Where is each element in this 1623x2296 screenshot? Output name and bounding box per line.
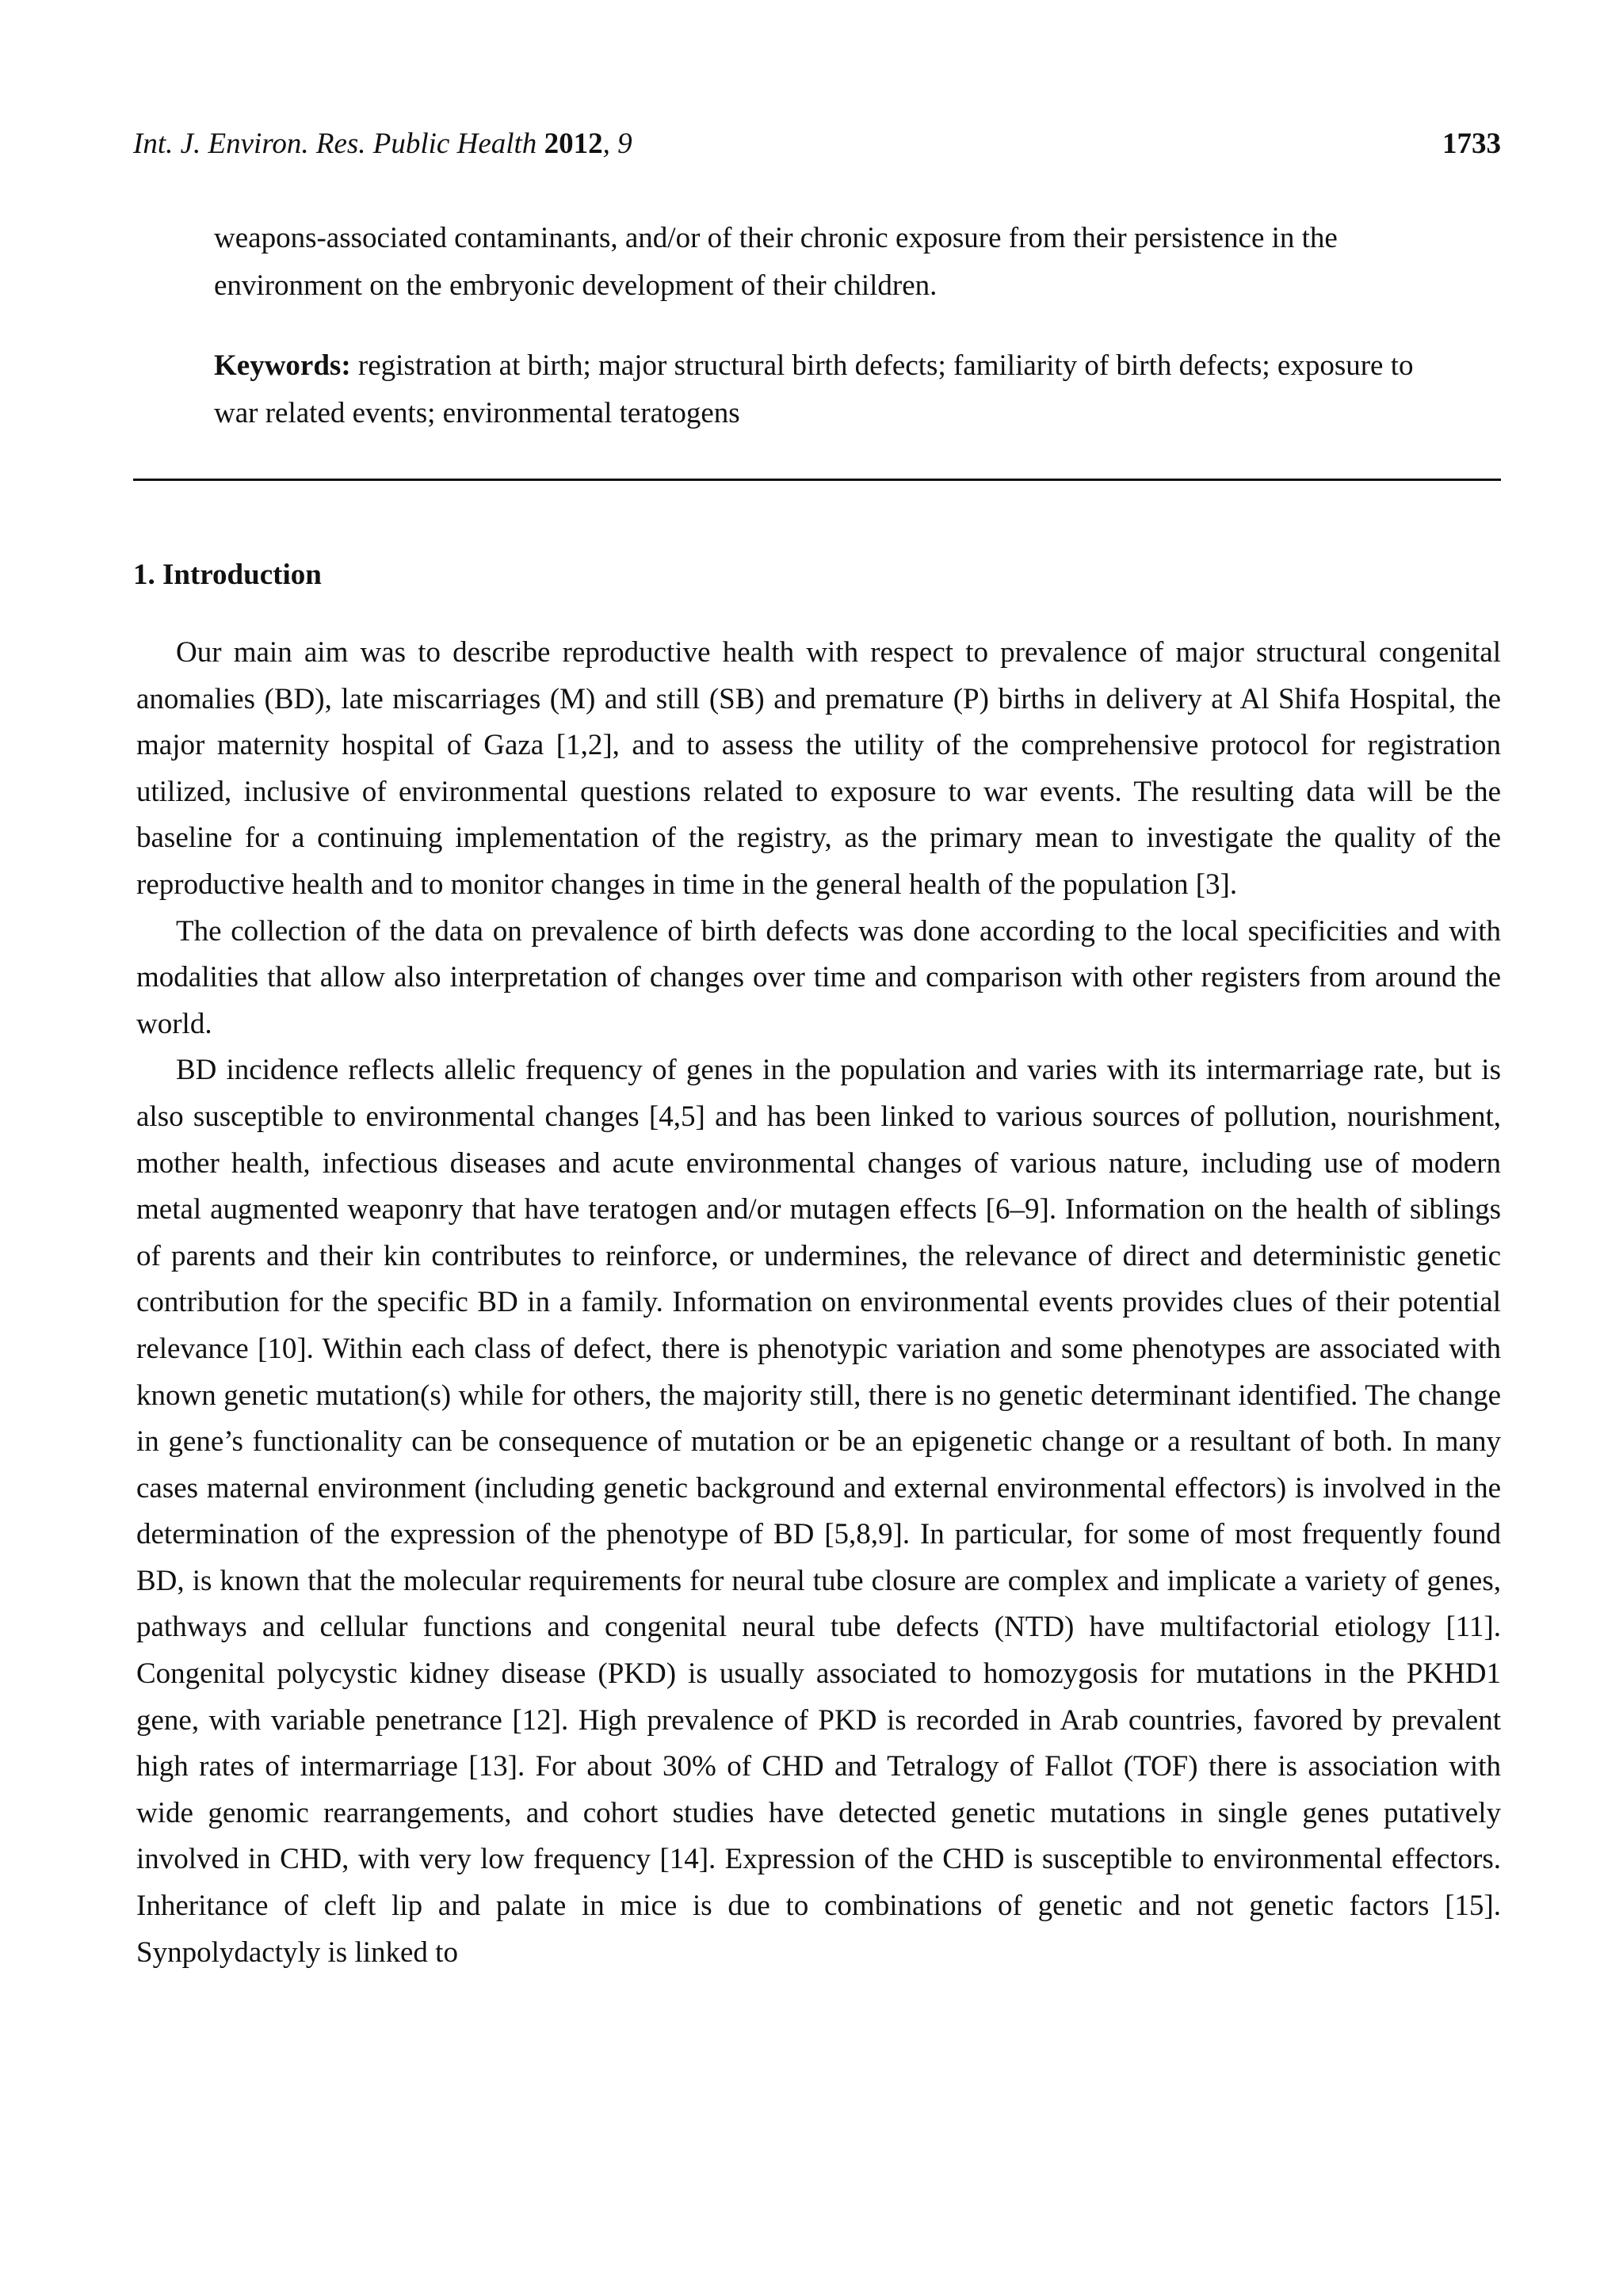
- citation-separator: ,: [602, 128, 610, 160]
- journal-citation: [133, 125, 632, 163]
- body-text: [136, 630, 1501, 1976]
- keywords-text: registration at birth; major structural birth defects; familiarity of birth defects; exposure to war related events; environmental teratogens: [214, 349, 1414, 429]
- running-header: [133, 125, 1501, 163]
- keywords-label: Keywords:: [214, 349, 351, 382]
- paragraph: BD incidence reflects allelic frequency of genes in the population and varies with its intermarriage rate, but is also susceptible to environmental changes [4,5] and has been linked to various sources of pollution, nourishment, mother health, infectious diseases and acute environmental changes of various nature, including use of modern metal augmented weaponry that have teratogen and/or mutagen effects [6–9]. Information on the health of siblings of parents and their kin contributes to reinforce, or undermines, the relevance of direct and deterministic genetic contribution for the specific BD in a family. Information on environmental events provides clues of their potential relevance [10]. Within each class of defect, there is phenotypic variation and some phenotypes are associated with known genetic mutation(s) while for others, the majority still, there is no genetic determinant identified. The change in gene’s functionality can be consequence of mutation or be an epigenetic change or a resultant of both. In many cases maternal environment (including genetic background and external environmental effectors) is involved in the determination of the expression of the phenotype of BD [5,8,9]. In particular, for some of most frequently found BD, is known that the molecular requirements for neural tube closure are complex and implicate a variety of genes, pathways and cellular functions and congenital neural tube defects (NTD) have multifactorial etiology [11]. Congenital polycystic kidney disease (PKD) is usually associated to homozygosis for mutations in the PKHD1 gene, with variable penetrance [12]. High prevalence of PKD is recorded in Arab countries, favored by prevalent high rates of intermarriage [13]. For about 30% of CHD and Tetralogy of Fallot (TOF) there is association with wide genomic rearrangements, and cohort studies have detected genetic mutations in single genes putatively involved in CHD, with very low frequency [14]. Expression of the CHD is susceptible to environmental effectors. Inheritance of cleft lip and palate in mice is due to combinations of genetic and not genetic factors [15]. Synpolydactyly is linked to: [136, 1054, 1501, 1969]
- journal-year: 2012: [544, 128, 603, 160]
- journal-name: Int. J. Environ. Res. Public Health: [133, 128, 537, 160]
- journal-volume: 9: [617, 128, 632, 160]
- section-heading: [133, 556, 322, 594]
- section-number: 1.: [133, 559, 155, 591]
- page-number: 1733: [1442, 128, 1501, 160]
- paragraph: The collection of the data on prevalence of birth defects was done according to the local specificities and with modalities that allow also interpretation of changes over time and comparison with other registers from around the world.: [136, 914, 1501, 1040]
- keywords: [214, 342, 1431, 437]
- section-title: Introduction: [162, 559, 322, 591]
- abstract-continuation: weapons-associated contaminants, and/or of their chronic exposure from their persistence in the environment on the embryonic development of their children.: [214, 222, 1338, 302]
- section-divider: [133, 479, 1501, 481]
- paragraph: Our main aim was to describe reproductive health with respect to prevalence of major structural congenital anomalies (BD), late miscarriages (M) and still (SB) and premature (P) births in delivery at Al Shifa Hospital, the major maternity hospital of Gaza [1,2], and to assess the utility of the comprehensive protocol for registration utilized, inclusive of environmental questions related to exposure to war events. The resulting data will be the baseline for a continuing implementation of the registry, as the primary mean to investigate the quality of the reproductive health and to monitor changes in time in the general health of the population [3].: [136, 636, 1501, 901]
